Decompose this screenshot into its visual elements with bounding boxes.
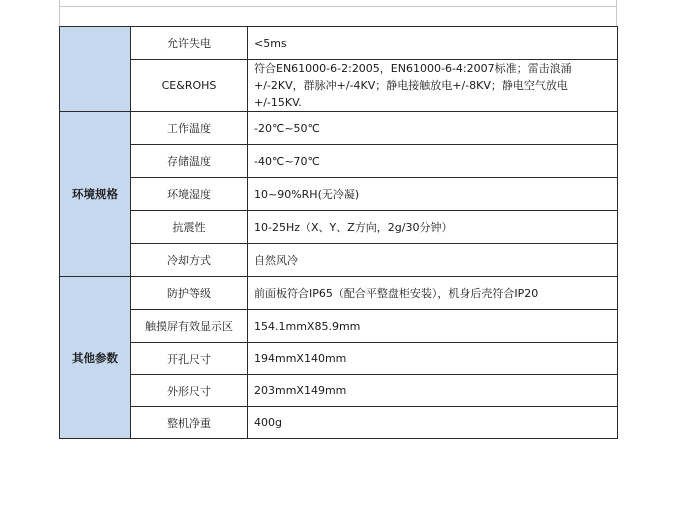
row-value: <5ms [248,27,618,60]
group-title: 环境规格 [72,187,118,201]
row-label: 防护等级 [131,277,248,310]
row-label: 开孔尺寸 [131,343,248,375]
row-label: 环境湿度 [131,178,248,211]
crop-mark-right [616,0,617,6]
row-label: 允许失电 [131,27,248,60]
row-label: 冷却方式 [131,244,248,277]
table-row [60,60,618,112]
group-cell-power [60,27,131,112]
table-row [60,112,618,145]
row-value: 10~90%RH(无冷凝) [248,178,618,211]
row-label: 存储温度 [131,145,248,178]
row-value: -40℃~70℃ [248,145,618,178]
row-label: CE&ROHS [131,60,248,112]
table-row [60,244,618,277]
group-title: 其他参数 [72,350,118,365]
row-value: 194mmX140mm [248,343,618,375]
row-label: 触摸屏有效显示区 [131,310,248,343]
table-row [60,343,618,375]
row-value: 符合EN61000-6-2:2005，EN61000-6-4:2007标准；雷击浪涌+/-2KV，群脉冲+/-4KV；静电接触放电+/-8KV；静电空气放电+/-15KV. [248,60,618,112]
table-row [60,145,618,178]
row-value: 自然风冷 [248,244,618,277]
group-cell-environment [60,112,131,277]
group-cell-other [60,277,131,439]
page-top-edge [59,6,616,7]
crop-mark-left [59,0,60,6]
table-row [60,407,618,439]
row-label: 工作温度 [131,112,248,145]
table-row [60,178,618,211]
row-value: 前面板符合IP65（配合平整盘柜安装），机身后壳符合IP20 [248,277,618,310]
row-value: 400g [248,407,618,439]
row-value: -20℃~50℃ [248,112,618,145]
page-left-edge [59,6,60,26]
spec-table [59,26,618,439]
row-label: 抗震性 [131,211,248,244]
row-value: 203mmX149mm [248,375,618,407]
row-label: 外形尺寸 [131,375,248,407]
page-right-edge [616,6,617,26]
table-row [60,277,618,310]
table-row [60,211,618,244]
table-row [60,27,618,60]
row-label: 整机净重 [131,407,248,439]
table-row [60,310,618,343]
table-row [60,375,618,407]
row-value: 10-25Hz（X、Y、Z方向，2g/30分钟） [248,211,618,244]
row-value: 154.1mmX85.9mm [248,310,618,343]
